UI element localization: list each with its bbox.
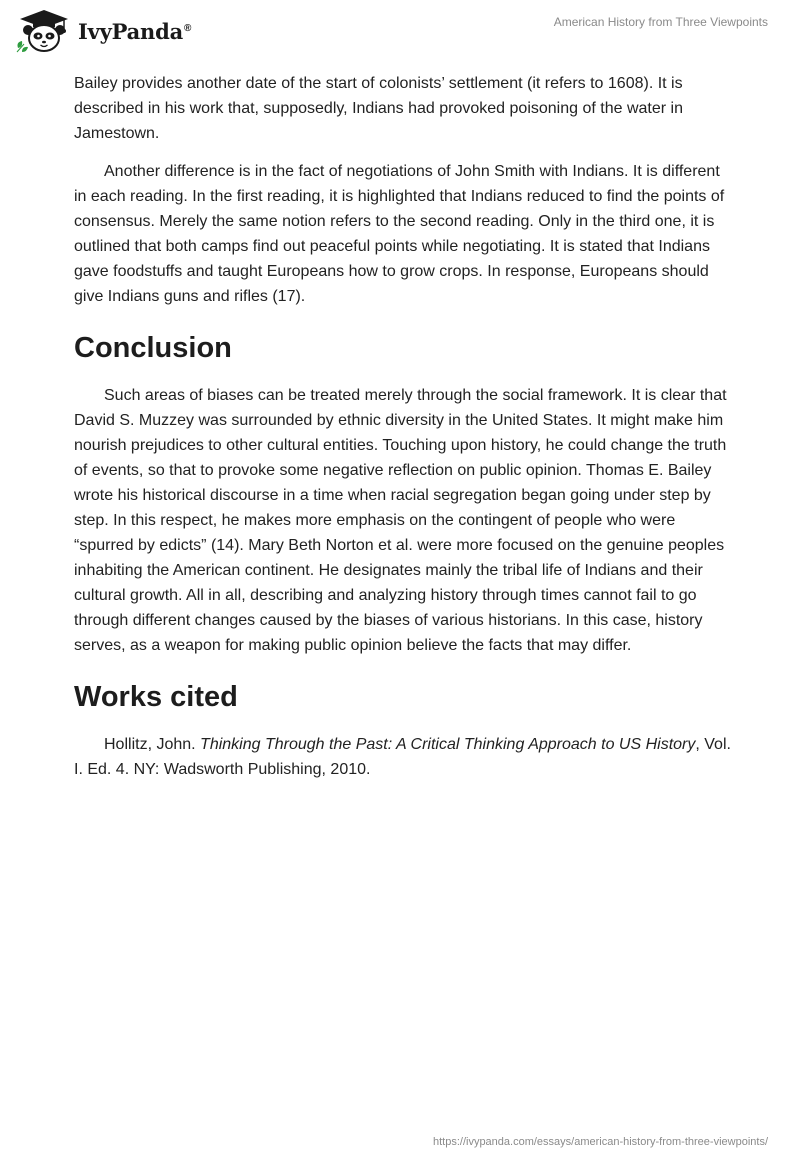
essay-body — [74, 71, 734, 795]
citation-details: , Vol. I. Ed. 4. NY: Wadsworth Publishing, 2010. — [74, 736, 731, 778]
brand-name: IvyPanda® — [78, 18, 192, 44]
panda-graduate-icon — [14, 8, 74, 54]
source-url[interactable]: https://ivypanda.com/essays/american-history-from-three-viewpoints/ — [432, 1136, 768, 1148]
citation-hollitz — [74, 732, 734, 782]
document-title: American History from Three Viewpoints — [553, 15, 768, 29]
paragraph-conclusion: Such areas of biases can be treated merely through the social framework. It is clear that David S. Muzzey was surrounded by ethnic diversity in the United States. It might make him nourish prejudices to other cultural entities. Touching upon history, he could change the truth of events, so that to provoke some negative reflection on public opinion. Thomas E. Bailey wrote his historical discourse in a time when racial segregation began going under step by step. In this respect, he makes more emphasis on the contingent of people who were “spurred by edicts” (14). Mary Beth Norton et al. were more focused on the genuine peoples inhabiting the American continent. He designates mainly the tribal life of Indians and their cultural growth. All in all, describing and analyzing history through times cannot fail to go through different changes caused by the biases of various historians. In this case, history serves, as a weapon for making public opinion believe the facts that may differ. — [74, 387, 727, 654]
page-header — [0, 0, 800, 62]
citation-title: Thinking Through the Past: A Critical Thinking Approach to US History — [200, 736, 696, 753]
citation-author: Hollitz, John. — [104, 736, 201, 753]
registered-mark: ® — [184, 22, 192, 34]
paragraph-bailey-date: Bailey provides another date of the start of colonists’ settlement (it refers to 1608). It is described in his work that, supposedly, Indians had provoked poisoning of the water in Jamestown. — [74, 75, 683, 142]
works-cited-heading: Works cited — [74, 681, 238, 713]
conclusion-heading: Conclusion — [74, 332, 232, 364]
ivypanda-logo[interactable] — [14, 8, 191, 54]
paragraph-negotiations: Another difference is in the fact of negotiations of John Smith with Indians. It is different in each reading. In the first reading, it is highlighted that Indians reduced to find the points of consensus. Merely the same notion refers to the second reading. Only in the third one, it is outlined that both camps find out peaceful points while negotiating. It is stated that Indians gave foodstuffs and taught Europeans how to grow crops. In response, Europeans should give Indians guns and rifles (17). — [74, 163, 725, 305]
